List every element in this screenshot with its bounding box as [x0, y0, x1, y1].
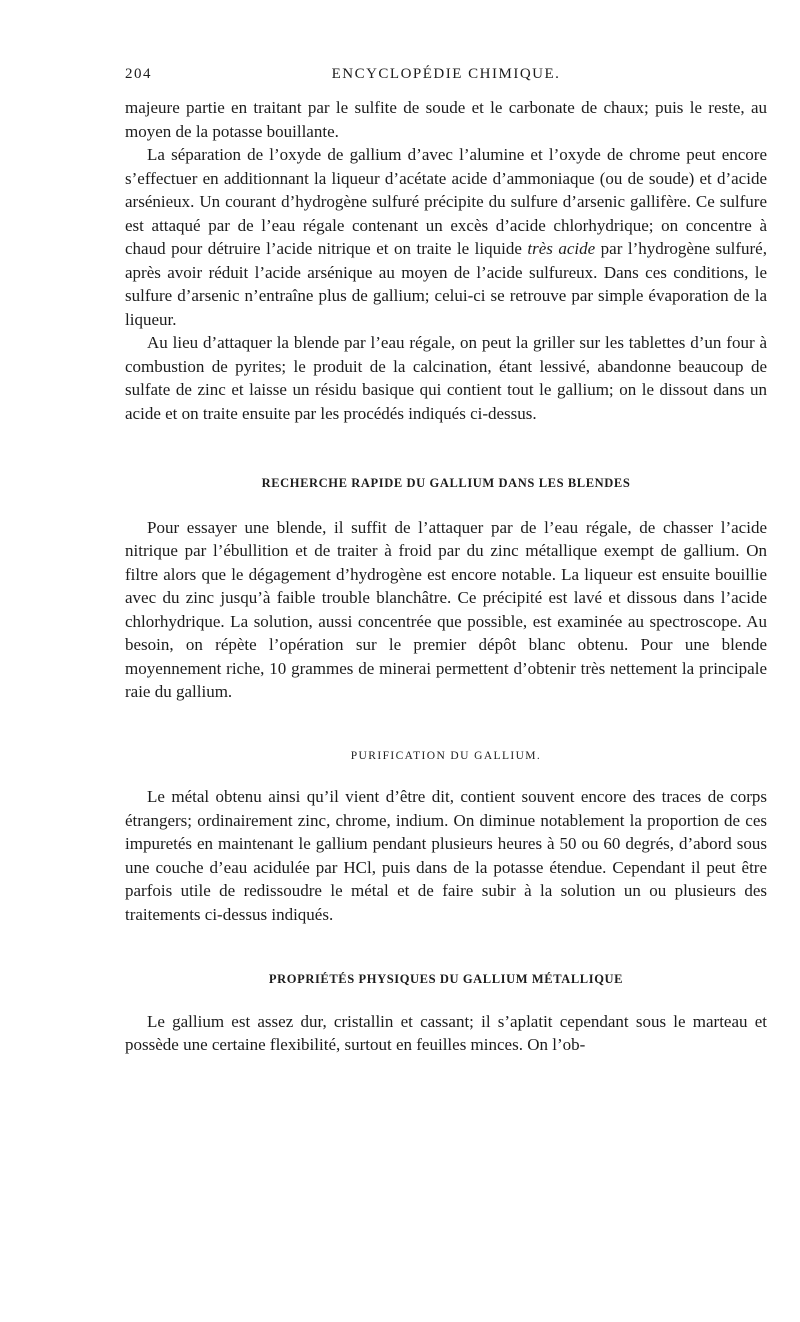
- paragraph-purification: Le métal obtenu ainsi qu’il vient d’être dit, contient souvent encore des traces de corps étrangers; ordinairement zinc, chrome, indium. On diminue notablement la proportion de ces impuretés en maintenant le gallium pendant plusieurs heures à 50 ou 60 degrés, d’abord sous une couche d’eau acidulée par HCl, puis dans de la potasse étendue. Cependant il peut être parfois utile de redissoudre le métal et de faire subir à la solution un ou plusieurs des traitements ci-dessus indiqués.: [125, 787, 767, 924]
- running-title: ENCYCLOPÉDIE CHIMIQUE.: [331, 66, 561, 82]
- page-header: [125, 66, 767, 88]
- paragraph-proprietes: Le gallium est assez dur, cristallin et cassant; il s’aplatit cependant sous le marteau et possède une certaine flexibilité, surtout en feuilles minces. On l’ob-: [125, 1011, 767, 1054]
- italic-emphasis: très acide: [527, 239, 596, 258]
- paragraph-recherche: Pour essayer une blende, il suffit de l’attaquer par de l’eau régale, de chasser l’acide nitrique par l’ébullition et de traiter à froid par du zinc métallique exempt de gallium. On filtre alors que le dégagement d’hydrogène est encore notable. La liqueur est ensuite bouillie avec du zinc jusqu’à faible trouble blanchâtre. Ce précipité est lavé et dissous dans l’acide chlorhydrique. La solution, aussi concentrée que possible, est examinée au spectroscope. Au besoin, on répète l’opération sur le premier dépôt blanc obtenu. Pour une blende moyennement riche, 10 grammes de minerai permettent d’obtenir très nettement la principale raie du gallium.: [125, 517, 767, 701]
- paragraph-separation-arsenic: [125, 143, 767, 331]
- paragraph-text: La séparation de l’oxyde de gallium d’avec l’alumine et l’oxyde de chrome peut encore s’effectuer en additionnant la liqueur d’acétate acide d’ammoniaque (ou de soude) et d’acide arsénieux. Un courant d’hydrogène sulfuré précipite du sulfure d’arsenic gallifère. Ce sulfure est attaqué par de l’eau régale contenant un excès d’acide chlorhydrique; on concentre à chaud pour détruire l’acide nitrique et on traite le liquide: [125, 145, 767, 258]
- page-body: [125, 96, 767, 1057]
- section-heading-purification: PURIFICATION DU GALLIUM.: [350, 749, 542, 762]
- section-heading-proprietes: PROPRIÉTÉS PHYSIQUES DU GALLIUM MÉTALLIQUE: [268, 972, 624, 986]
- paragraph-continuation: majeure partie en traitant par le sulfite de soude et le carbonate de chaux; puis le reste, au moyen de la potasse bouillante.: [125, 98, 767, 141]
- paragraph-grillage: Au lieu d’attaquer la blende par l’eau régale, on peut la griller sur les tablettes d’un four à combustion de pyrites; le produit de la calcination, étant lessivé, abandonne beaucoup de sulfate de zinc et laisse un résidu basique qui contient tout le gallium; on le dissout dans un acide et on traite ensuite par les procédés indiqués ci-dessus.: [125, 333, 767, 423]
- page-number: 204: [125, 66, 152, 82]
- section-heading-recherche: RECHERCHE RAPIDE DU GALLIUM DANS LES BLENDES: [261, 476, 631, 490]
- paragraph-text: par l’hydrogène sulfuré, après avoir réduit l’acide arsénique au moyen de l’acide sulfureux. Dans ces conditions, le sulfure d’arsenic n’entraîne plus de gallium; celui-ci se retrouve par simple évaporation de la liqueur.: [125, 239, 767, 329]
